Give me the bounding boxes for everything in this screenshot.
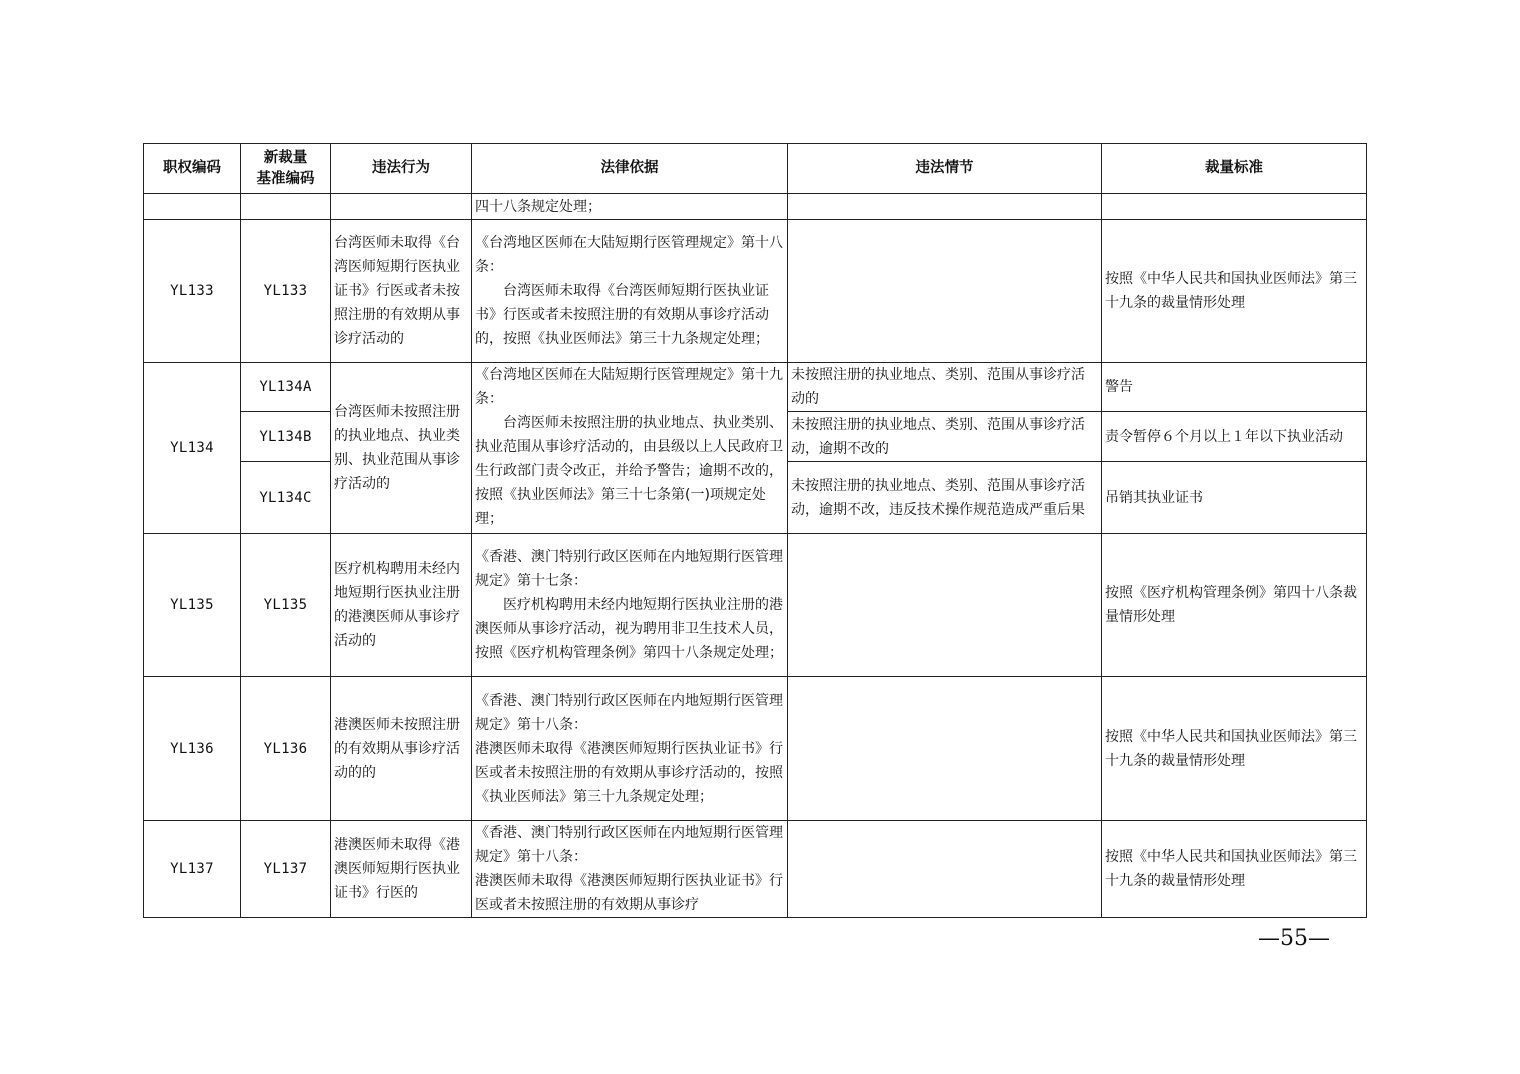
circumstance-text (788, 534, 1102, 677)
authority-code: YL135 (144, 534, 241, 677)
new-code: YL135 (241, 534, 331, 677)
circumstance-text: 未按照注册的执业地点、类别、范围从事诊疗活动，逾期不改的 (788, 412, 1102, 462)
header-new-code-line1: 新裁量 (263, 149, 308, 166)
new-code: YL134A (241, 363, 331, 412)
legal-basis (472, 821, 788, 918)
authority-code: YL137 (144, 821, 241, 918)
table-header-row (144, 144, 1367, 194)
header-circumstance: 违法情节 (788, 144, 1102, 194)
standard-text: 按照《中华人民共和国执业医师法》第三十九条的裁量情形处理 (1102, 220, 1367, 363)
cell-empty (241, 194, 331, 220)
new-code: YL134C (241, 462, 331, 534)
header-new-code (241, 144, 331, 194)
table-row-yl135 (144, 534, 1367, 677)
header-authority-code: 职权编码 (144, 144, 241, 194)
violation-text: 台湾医师未取得《台湾医师短期行医执业证书》行医或者未按照注册的有效期从事诊疗活动的 (331, 220, 472, 363)
legal-basis (472, 534, 788, 677)
cell-empty (144, 194, 241, 220)
page-number: —55— (1258, 926, 1330, 951)
authority-code: YL133 (144, 220, 241, 363)
standard-text: 按照《中华人民共和国执业医师法》第三十九条的裁量情形处理 (1102, 821, 1367, 918)
legal-basis-body: 港澳医师未取得《港澳医师短期行医执业证书》行医或者未按照注册的有效期从事诊疗 (475, 873, 783, 913)
header-legal-basis: 法律依据 (472, 144, 788, 194)
legal-basis (472, 220, 788, 363)
cell-empty (331, 194, 472, 220)
standard-text: 责令暂停６个月以上１年以下执业活动 (1102, 412, 1367, 462)
legal-basis-title: 《台湾地区医师在大陆短期行医管理规定》第十九条： (475, 367, 783, 407)
circumstance-text: 未按照注册的执业地点、类别、范围从事诊疗活动的 (788, 363, 1102, 412)
legal-basis-body: 港澳医师未取得《港澳医师短期行医执业证书》行医或者未按照注册的有效期从事诊疗活动的，按照《执业医师法》第三十九条规定处理； (475, 740, 783, 805)
legal-basis (472, 363, 788, 534)
circumstance-text (788, 821, 1102, 918)
table-row-yl134a (144, 363, 1367, 412)
table-row-yl133 (144, 220, 1367, 363)
table-row-yl136 (144, 677, 1367, 821)
legal-basis-title: 《香港、澳门特别行政区医师在内地短期行医管理规定》第十八条： (475, 692, 783, 733)
new-code: YL137 (241, 821, 331, 918)
circumstance-text: 未按照注册的执业地点、类别、范围从事诊疗活动，逾期不改，违反技术操作规范造成严重后果 (788, 462, 1102, 534)
new-code: YL136 (241, 677, 331, 821)
legal-basis-title: 《香港、澳门特别行政区医师在内地短期行医管理规定》第十八条： (475, 825, 783, 865)
circumstance-text (788, 220, 1102, 363)
table-row-continuation (144, 194, 1367, 220)
authority-code: YL136 (144, 677, 241, 821)
violation-text: 医疗机构聘用未经内地短期行医执业注册的港澳医师从事诊疗活动的 (331, 534, 472, 677)
standard-text: 吊销其执业证书 (1102, 462, 1367, 534)
legal-basis-title: 《台湾地区医师在大陆短期行医管理规定》第十八条： (475, 235, 783, 275)
circumstance-text (788, 677, 1102, 821)
violation-text: 港澳医师未取得《港澳医师短期行医执业证书》行医的 (331, 821, 472, 918)
cell-empty (1102, 194, 1367, 220)
standard-text: 按照《中华人民共和国执业医师法》第三十九条的裁量情形处理 (1102, 677, 1367, 821)
header-violation: 违法行为 (331, 144, 472, 194)
standard-text: 警告 (1102, 363, 1367, 412)
cell-empty (788, 194, 1102, 220)
header-new-code-line2: 基准编码 (256, 170, 315, 187)
new-code: YL134B (241, 412, 331, 462)
legal-basis (472, 677, 788, 821)
header-standard: 裁量标准 (1102, 144, 1367, 194)
legal-basis-title: 《香港、澳门特别行政区医师在内地短期行医管理规定》第十七条： (475, 549, 783, 589)
legal-basis-body: 台湾医师未按照注册的执业地点、执业类别、执业范围从事诊疗活动的，由县级以上人民政府卫生行政部门责令改正，并给予警告；逾期不改的，按照《执业医师法》第三十七条第(一)项规定处理； (475, 415, 783, 527)
violation-text: 港澳医师未按照注册的有效期从事诊疗活动的的 (331, 677, 472, 821)
authority-code: YL134 (144, 363, 241, 534)
legal-basis-body: 台湾医师未取得《台湾医师短期行医执业证书》行医或者未按照注册的有效期从事诊疗活动的，按照《执业医师法》第三十九条规定处理； (475, 283, 769, 347)
legal-basis-continuation: 四十八条规定处理； (472, 194, 788, 220)
table-row-yl137 (144, 821, 1367, 918)
violation-text: 台湾医师未按照注册的执业地点、执业类别、执业范围从事诊疗活动的 (331, 363, 472, 534)
new-code: YL133 (241, 220, 331, 363)
discretion-standards-table (143, 143, 1367, 918)
legal-basis-body: 医疗机构聘用未经内地短期行医执业注册的港澳医师从事诊疗活动，视为聘用非卫生技术人员，按照《医疗机构管理条例》第四十八条规定处理； (475, 597, 783, 661)
standard-text: 按照《医疗机构管理条例》第四十八条裁量情形处理 (1102, 534, 1367, 677)
